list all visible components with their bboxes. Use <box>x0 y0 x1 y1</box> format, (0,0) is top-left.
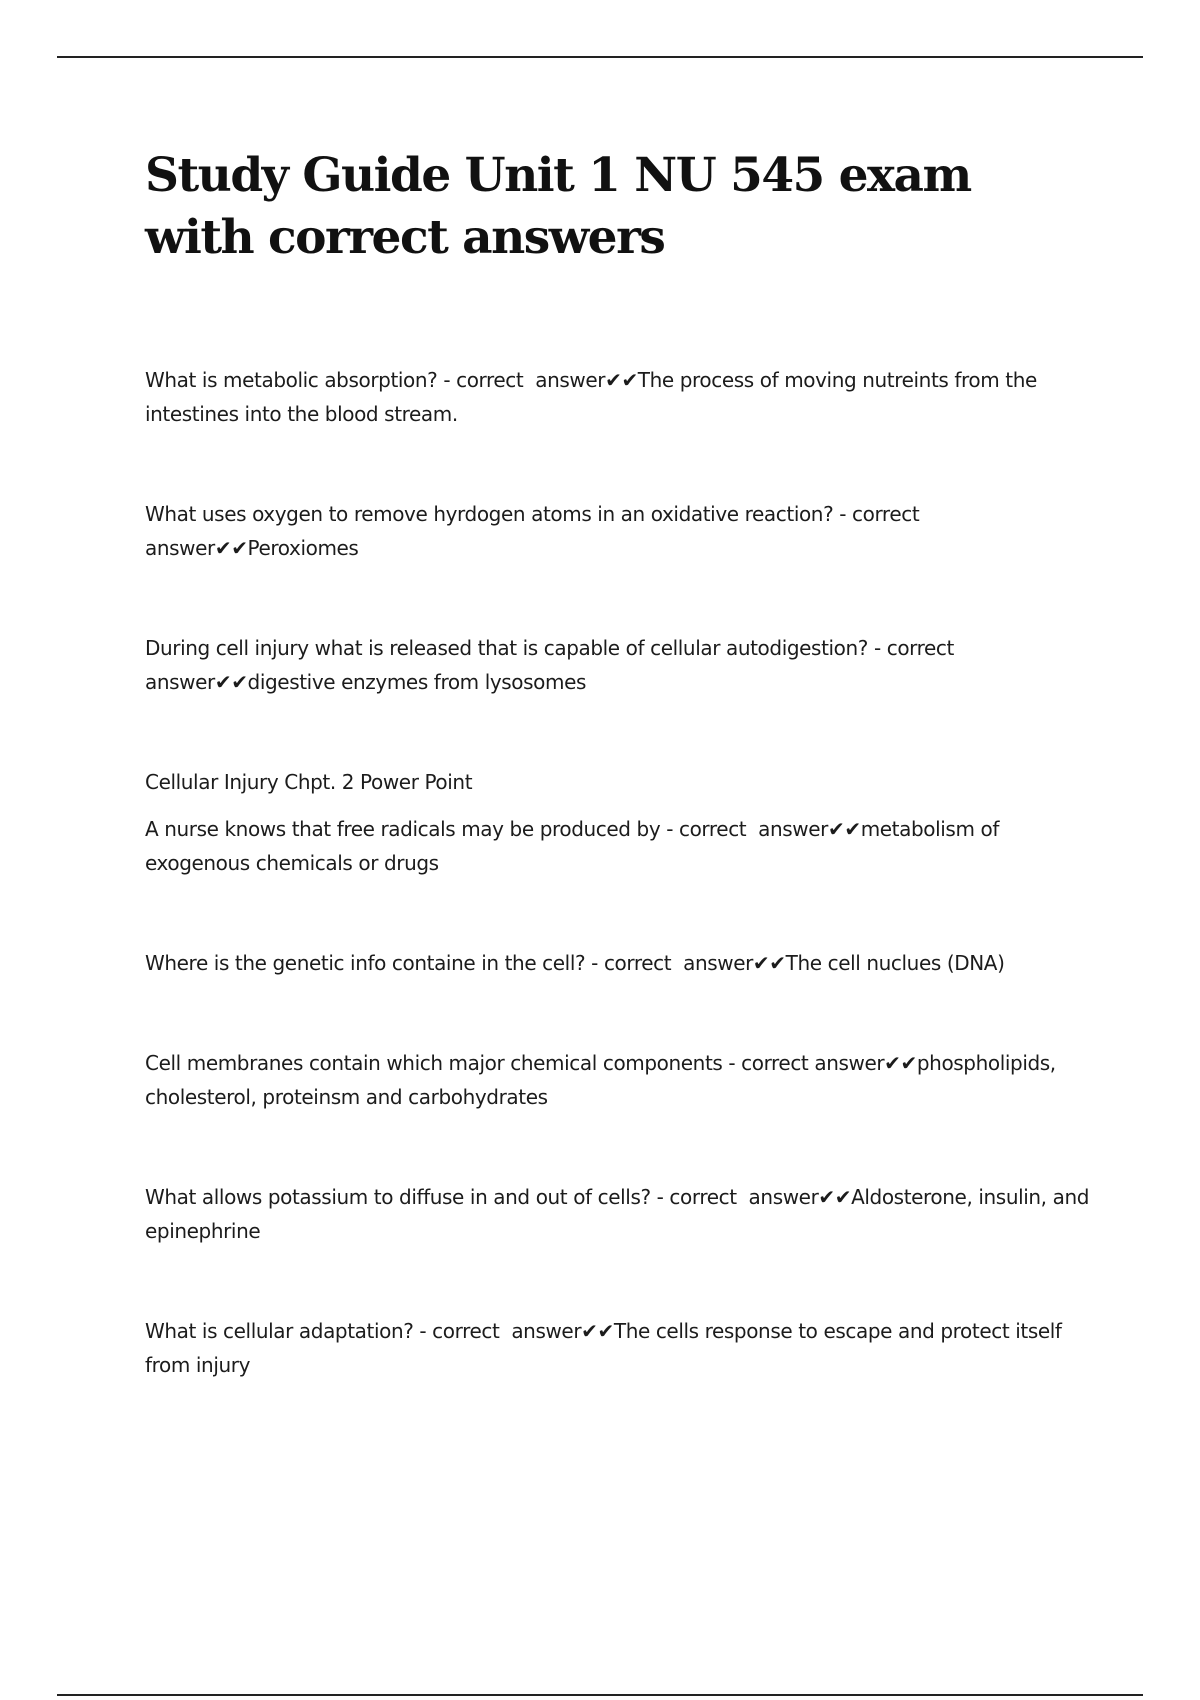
qa-potassium-diffusion: What allows potassium to diffuse in and out of cells? - correct answer✔✔Aldosterone, insulin, and epinephrine <box>145 1185 1095 1243</box>
document-body <box>145 363 1095 1382</box>
qa-metabolic-absorption: What is metabolic absorption? - correct answer✔✔The process of moving nutreints from the intestines into the blood stream. <box>145 368 1043 426</box>
bottom-divider <box>57 1694 1143 1696</box>
qa-autodigestion: During cell injury what is released that is capable of cellular autodigestion? - correct answer✔✔digestive enzymes from lysosomes <box>145 636 960 694</box>
section-heading: Cellular Injury Chpt. 2 Power Point <box>145 770 473 794</box>
qa-genetic-info: Where is the genetic info containe in the cell? - correct answer✔✔The cell nuclues (DNA) <box>145 951 1005 975</box>
document-title: Study Guide Unit 1 NU 545 exam with correct answers <box>145 148 971 265</box>
qa-peroxisomes: What uses oxygen to remove hyrdogen atoms in an oxidative reaction? - correct answer✔✔Peroxiomes <box>145 502 926 560</box>
qa-free-radicals: A nurse knows that free radicals may be produced by - correct answer✔✔metabolism of exogenous chemicals or drugs <box>145 817 1005 875</box>
qa-cellular-adaptation: What is cellular adaptation? - correct answer✔✔The cells response to escape and protect itself from injury <box>145 1319 1068 1377</box>
qa-cell-membranes: Cell membranes contain which major chemical components - correct answer✔✔phospholipids, cholesterol, proteinsm and carbohydrates <box>145 1051 1062 1109</box>
top-divider <box>57 56 1143 58</box>
